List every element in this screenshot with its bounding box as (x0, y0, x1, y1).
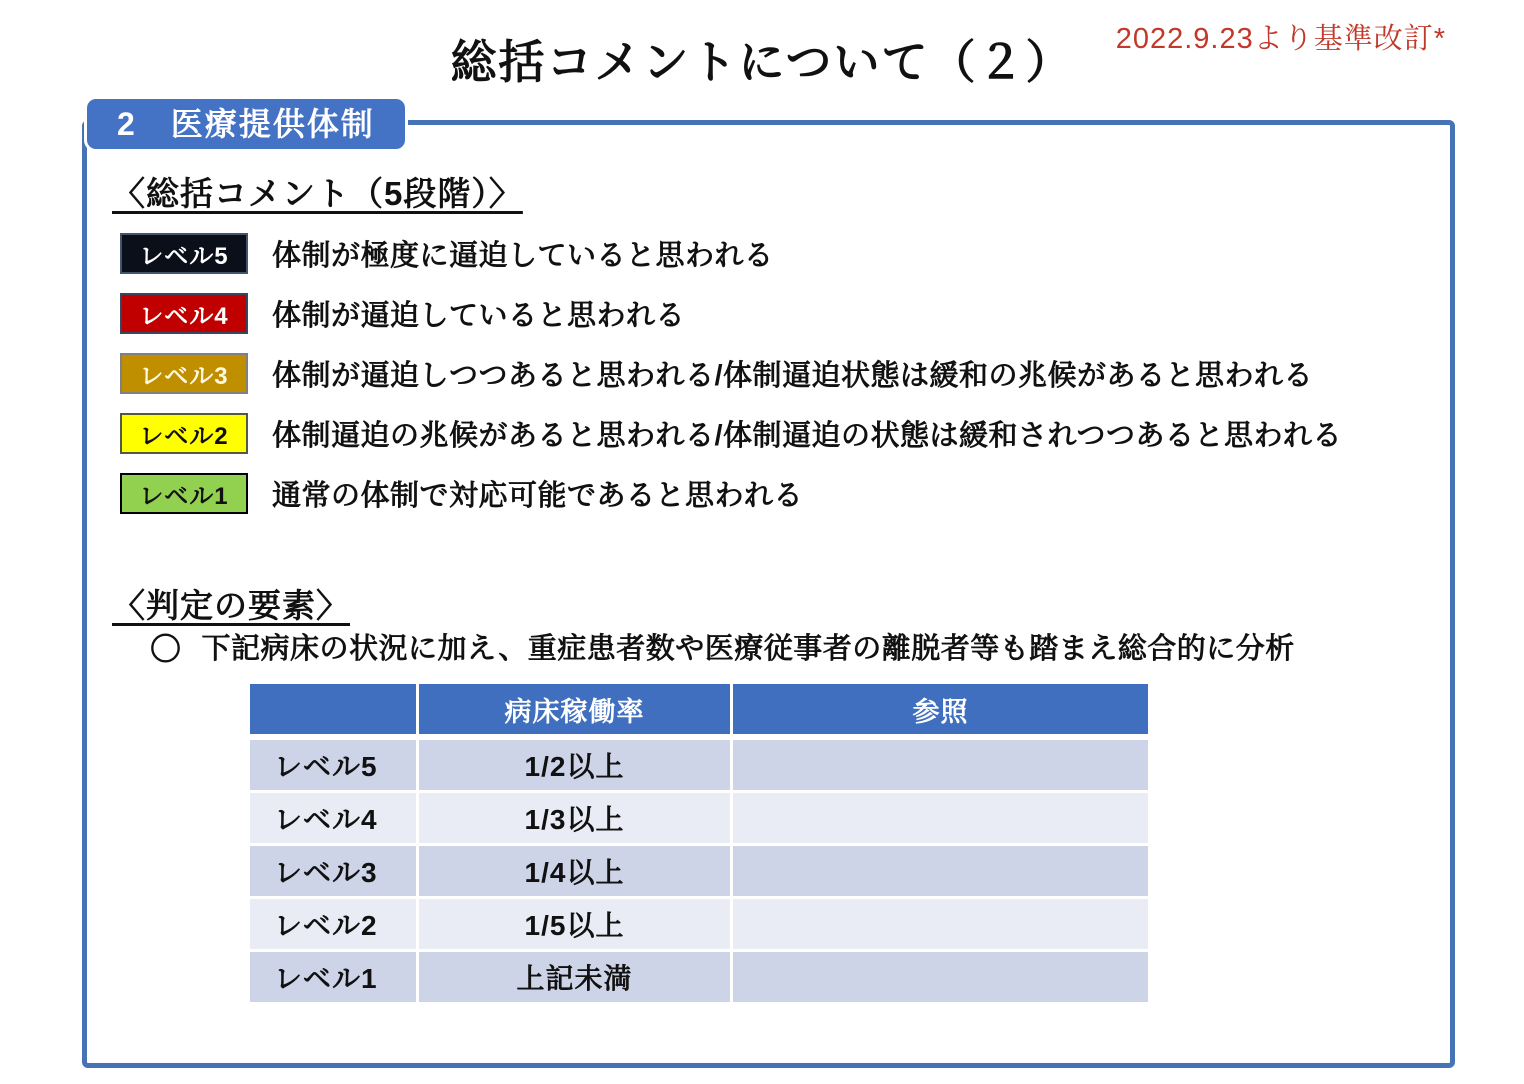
table-cell-level: レベル5 (250, 740, 416, 790)
table-row (250, 846, 1148, 896)
table-cell-level: レベル2 (250, 899, 416, 949)
circle-bullet-icon: 〇 (150, 632, 182, 667)
level-row-5 (120, 233, 1342, 274)
page-title: 総括コメントについて（２） (450, 36, 1074, 88)
table-row (250, 793, 1148, 843)
level-4-description: 体制が逼迫していると思われる (272, 300, 686, 332)
table-row (250, 899, 1148, 949)
table-cell-occupancy: 上記未満 (419, 952, 730, 1002)
table-row (250, 952, 1148, 1002)
table-header-blank (250, 684, 416, 734)
level-row-2 (120, 413, 1342, 454)
table-cell-level: レベル4 (250, 793, 416, 843)
revision-note: 2022.9.23より基準改訂* (1115, 23, 1446, 55)
level-4-chip: レベル4 (120, 293, 248, 334)
section-badge: 2 医療提供体制 (84, 96, 408, 152)
table-cell-level: レベル3 (250, 846, 416, 896)
level-row-1 (120, 473, 1342, 514)
level-row-4 (120, 293, 1342, 334)
level-2-chip: レベル2 (120, 413, 248, 454)
summary-comment-heading: 〈総括コメント（5段階）〉 (112, 175, 523, 212)
level-legend (120, 233, 1342, 514)
table-row (250, 740, 1148, 790)
table-cell-reference (733, 952, 1148, 1002)
table-header-occupancy: 病床稼働率 (419, 684, 730, 734)
level-5-description: 体制が極度に逼迫していると思われる (272, 240, 774, 272)
table-cell-level: レベル1 (250, 952, 416, 1002)
occupancy-table (250, 684, 1148, 1005)
table-header-row (250, 684, 1148, 734)
level-1-chip: レベル1 (120, 473, 248, 514)
table-cell-occupancy: 1/4以上 (419, 846, 730, 896)
table-header-reference: 参照 (733, 684, 1148, 734)
table-cell-occupancy: 1/5以上 (419, 899, 730, 949)
table-cell-reference (733, 899, 1148, 949)
level-3-chip: レベル3 (120, 353, 248, 394)
level-3-description: 体制が逼迫しつつあると思われる/体制逼迫状態は緩和の兆候があると思われる (272, 360, 1314, 392)
table-cell-reference (733, 793, 1148, 843)
criteria-bullet (150, 624, 1295, 669)
table-cell-reference (733, 846, 1148, 896)
criteria-heading: 〈判定の要素〉 (112, 587, 350, 624)
table-cell-reference (733, 740, 1148, 790)
level-5-chip: レベル5 (120, 233, 248, 274)
level-row-3 (120, 353, 1342, 394)
level-1-description: 通常の体制で対応可能であると思われる (272, 480, 804, 512)
table-cell-occupancy: 1/3以上 (419, 793, 730, 843)
table-cell-occupancy: 1/2以上 (419, 740, 730, 790)
level-2-description: 体制逼迫の兆候があると思われる/体制逼迫の状態は緩和されつつあると思われる (272, 420, 1342, 452)
criteria-bullet-text: 下記病床の状況に加え、重症患者数や医療従事者の離脱者等も踏まえ総合的に分析 (201, 633, 1295, 665)
